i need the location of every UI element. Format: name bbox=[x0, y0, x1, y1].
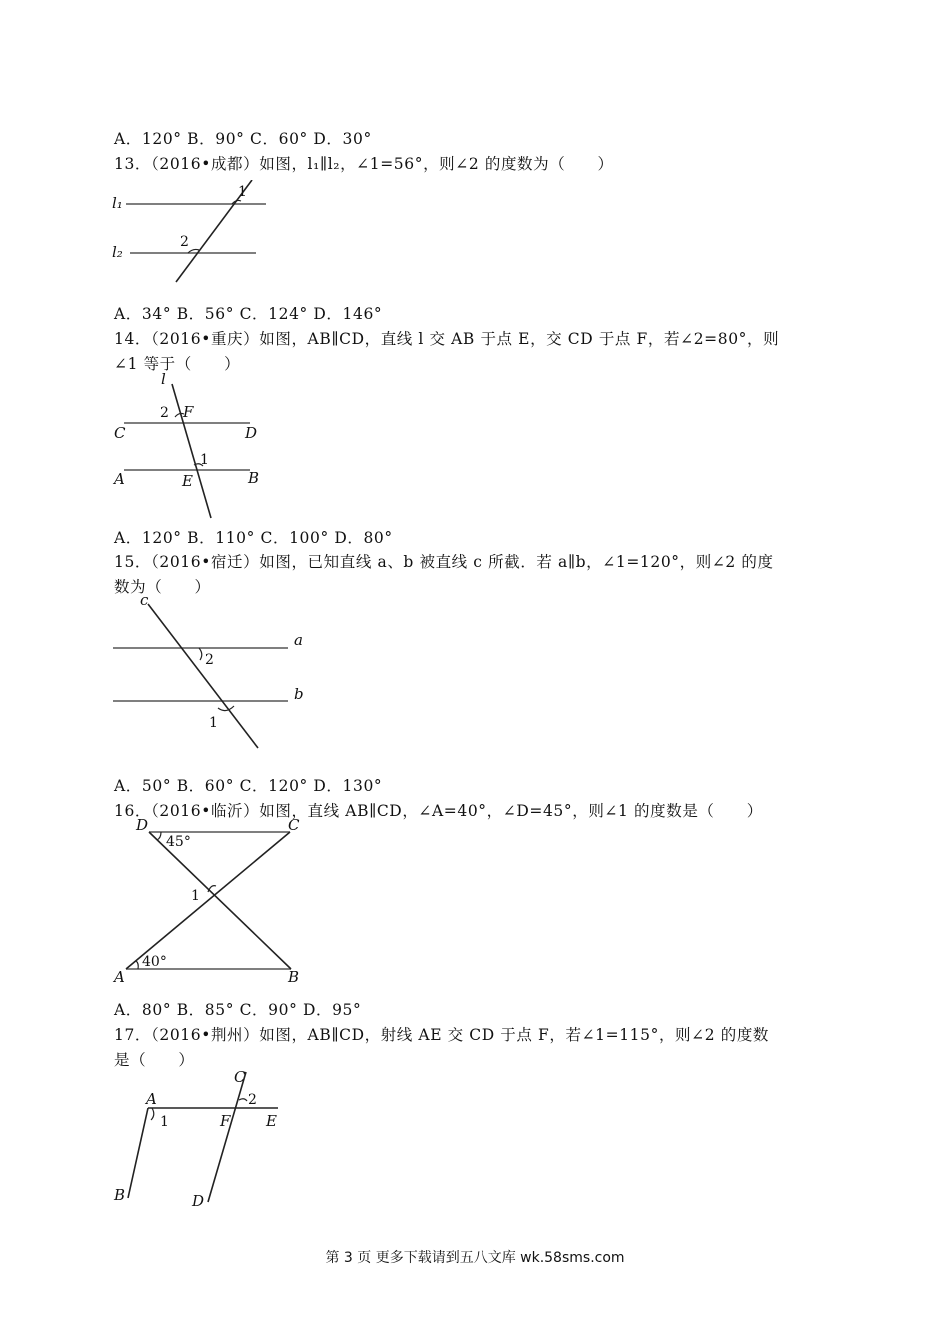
point-C: C bbox=[114, 424, 126, 442]
label-l1: l₁ bbox=[112, 194, 123, 212]
point-A: A bbox=[146, 1090, 157, 1108]
angle-2-label: 2 bbox=[180, 234, 189, 250]
label-a: a bbox=[294, 631, 303, 649]
point-C: C bbox=[234, 1068, 246, 1086]
question-15-line2: 数为（ ） bbox=[114, 578, 211, 596]
point-E: E bbox=[266, 1112, 277, 1130]
page-footer: 第 3 页 更多下载请到五八文库 wk.58sms.com bbox=[325, 1250, 625, 1266]
angle-1-label: 1 bbox=[200, 452, 209, 468]
point-A: A bbox=[114, 470, 125, 488]
answer-options-q12: A．120° B．90° C．60° D．30° bbox=[114, 130, 372, 148]
question-16: 16．（2016•临沂）如图，直线 AB∥CD，∠A=40°，∠D=45°，则∠1 的度数是（ ） bbox=[114, 802, 763, 820]
angle-1-label: 1 bbox=[160, 1114, 169, 1130]
point-D: D bbox=[245, 424, 258, 442]
question-17-line2: 是（ ） bbox=[114, 1051, 195, 1069]
label-l2: l₂ bbox=[112, 243, 123, 261]
point-D: D bbox=[192, 1192, 205, 1210]
question-13: 13．（2016•成都）如图，l₁∥l₂，∠1=56°，则∠2 的度数为（ ） bbox=[114, 155, 614, 173]
label-c: c bbox=[140, 592, 149, 609]
figure-q14 bbox=[108, 370, 278, 520]
point-B: B bbox=[248, 469, 260, 487]
point-B: B bbox=[114, 1186, 126, 1204]
point-F: F bbox=[183, 403, 194, 421]
angle-A-40-label: 40° bbox=[142, 954, 167, 970]
figure-q15 bbox=[108, 592, 308, 752]
angle-D-45-label: 45° bbox=[166, 834, 191, 850]
point-E: E bbox=[182, 472, 193, 490]
point-B: B bbox=[288, 968, 300, 986]
question-14-line1: 14．（2016•重庆）如图，AB∥CD，直线 l 交 AB 于点 E，交 CD 于点 F，若∠2=80°，则 bbox=[114, 330, 780, 348]
angle-2-label: 2 bbox=[160, 405, 169, 421]
question-14-line2: ∠1 等于（ ） bbox=[114, 355, 241, 373]
answer-options-q16: A．80° B．85° C．90° D．95° bbox=[114, 1001, 362, 1019]
angle-1-label: 1 bbox=[191, 888, 200, 904]
angle-2-label: 2 bbox=[248, 1092, 257, 1108]
angle-1-label: 1 bbox=[209, 715, 218, 731]
figure-q17 bbox=[108, 1064, 298, 1214]
question-15-line1: 15．（2016•宿迁）如图，已知直线 a、b 被直线 c 所截．若 a∥b，∠1=120°，则∠2 的度 bbox=[114, 553, 774, 571]
angle-1-label: 1 bbox=[238, 184, 247, 200]
answer-options-q14: A．120° B．110° C．100° D．80° bbox=[114, 529, 393, 547]
angle-2-label: 2 bbox=[205, 652, 214, 668]
figure-q16 bbox=[108, 816, 308, 988]
label-l: l bbox=[161, 370, 166, 388]
label-b: b bbox=[294, 685, 304, 703]
question-17-line1: 17．（2016•荆州）如图，AB∥CD，射线 AE 交 CD 于点 F，若∠1=115°，则∠2 的度数 bbox=[114, 1026, 770, 1044]
point-A: A bbox=[114, 968, 125, 986]
answer-options-q15: A．50° B．60° C．120° D．130° bbox=[114, 777, 383, 795]
point-D: D bbox=[136, 816, 149, 834]
point-C: C bbox=[288, 816, 300, 834]
figure-q13 bbox=[108, 180, 278, 290]
answer-options-q13: A．34° B．56° C．124° D．146° bbox=[114, 305, 383, 323]
point-F: F bbox=[220, 1112, 231, 1130]
